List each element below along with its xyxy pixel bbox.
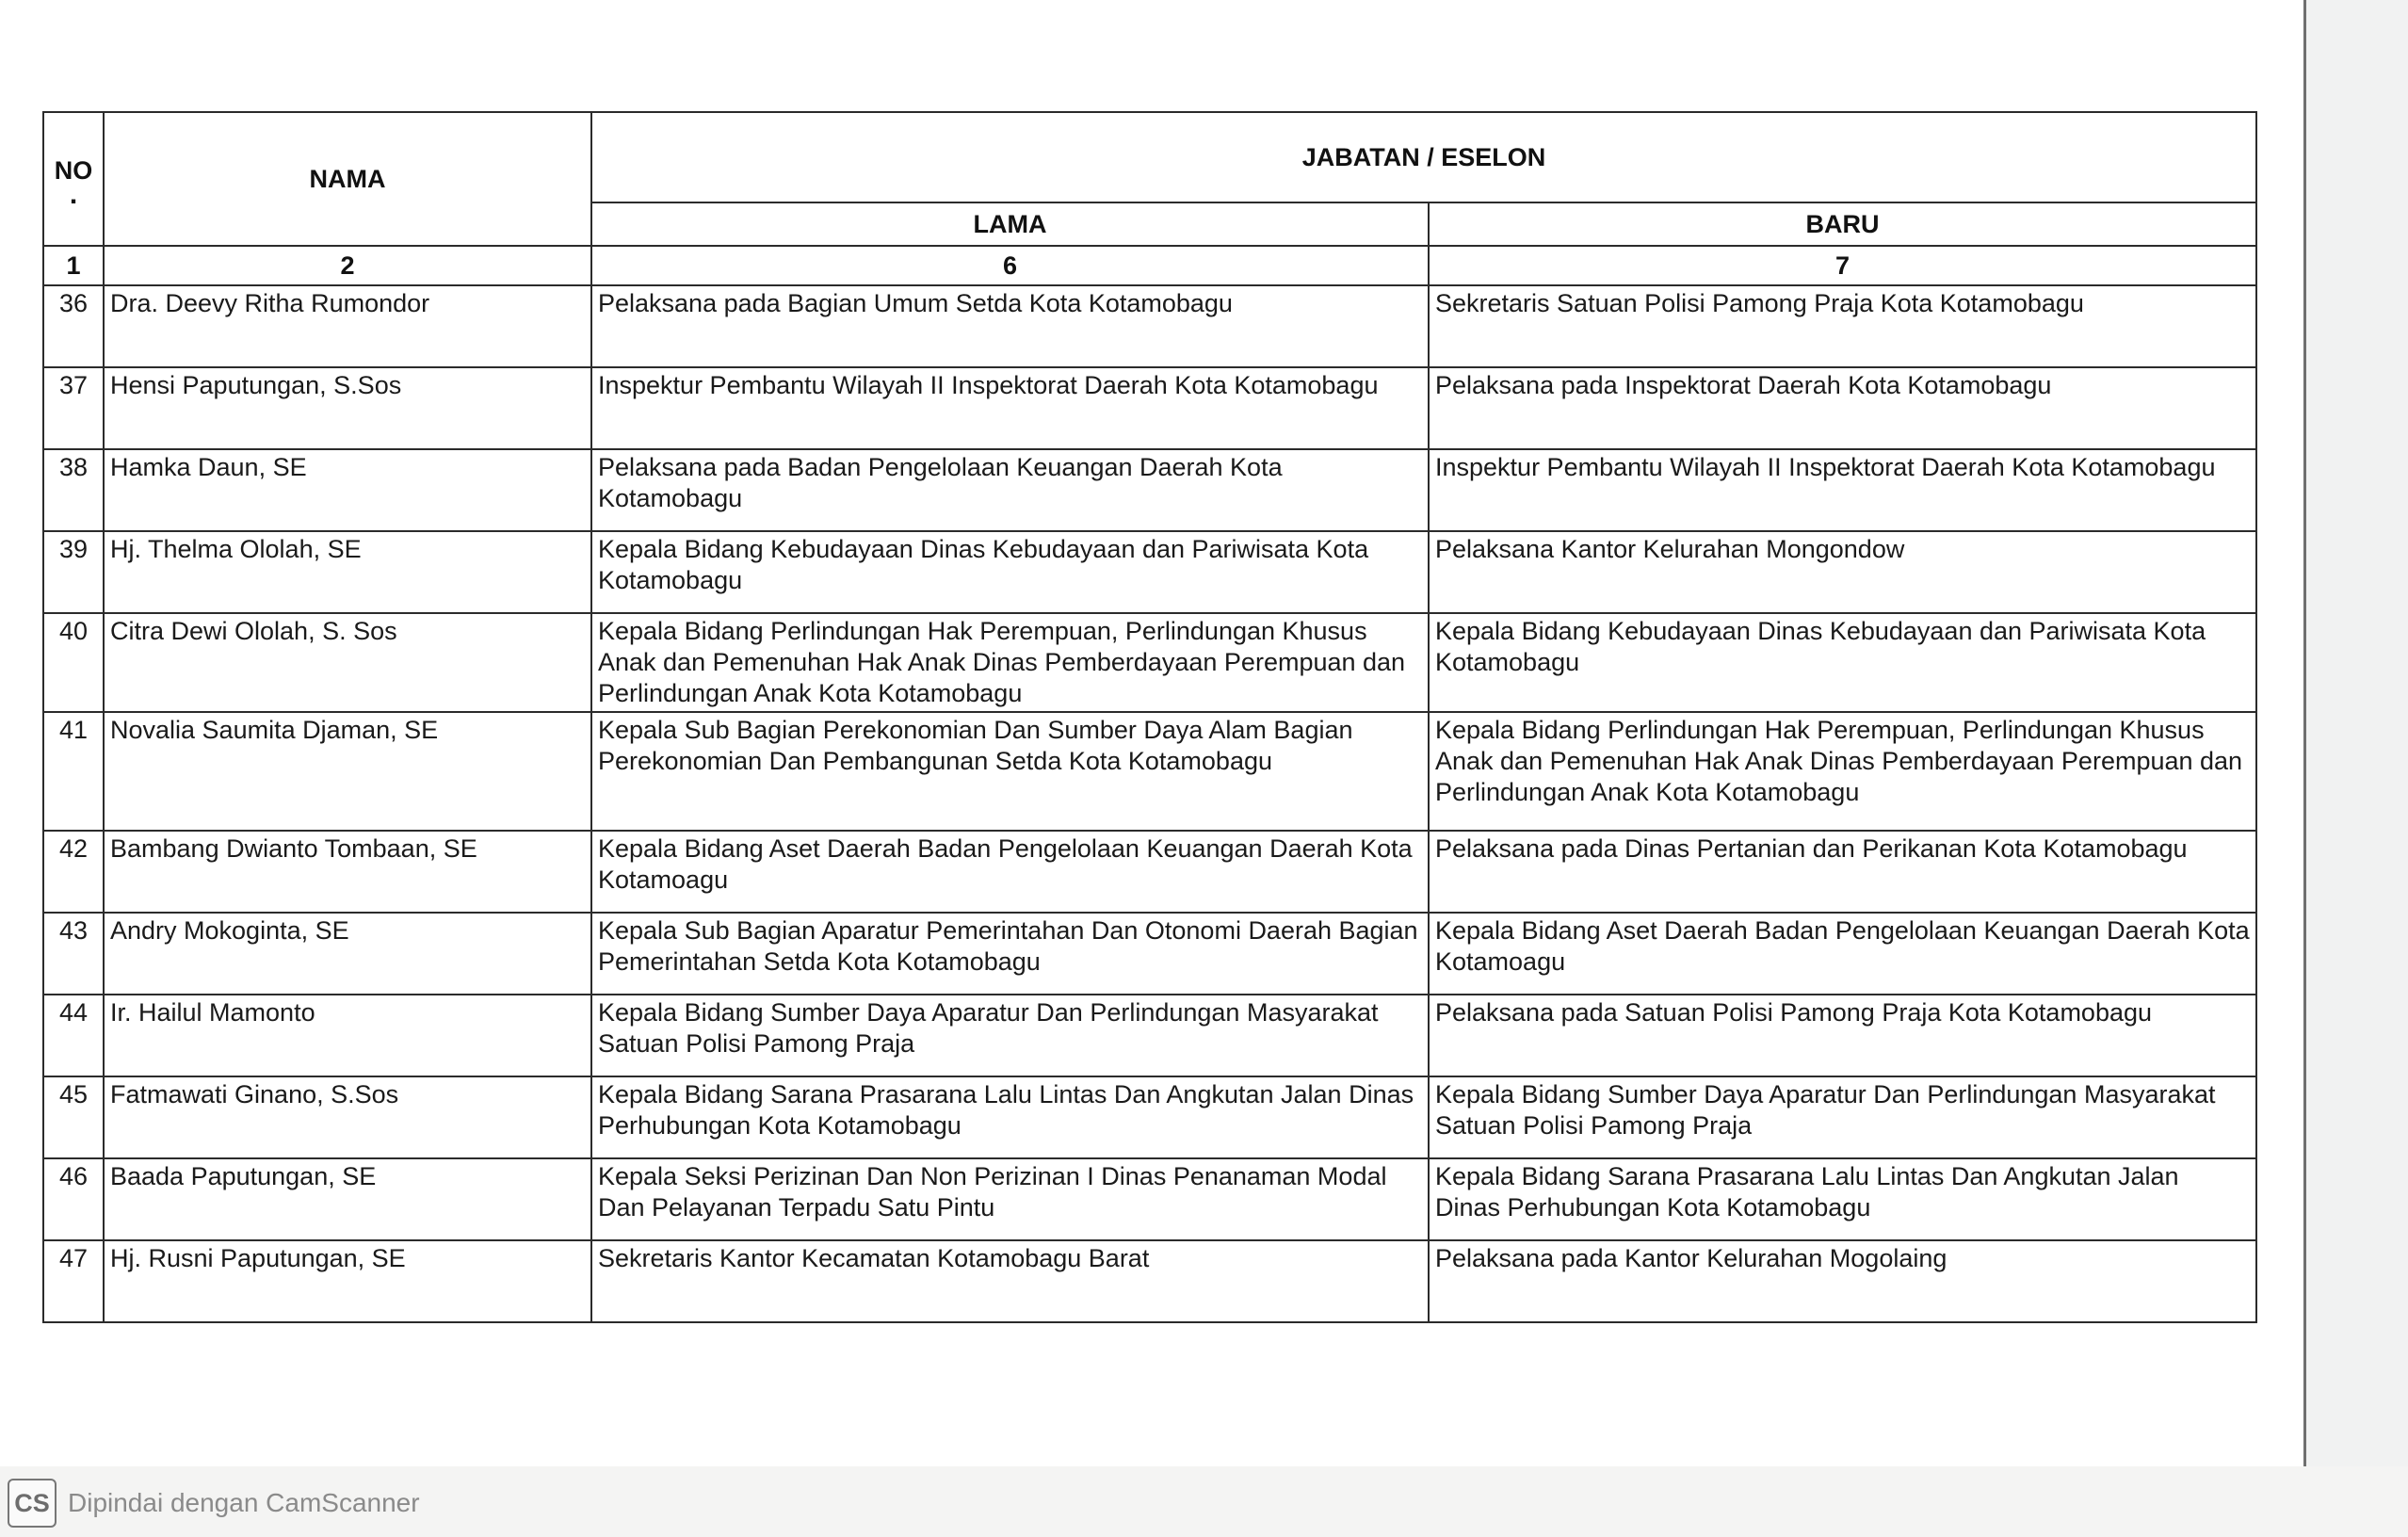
row-nama: Baada Paputungan, SE	[104, 1158, 591, 1240]
row-no: 37	[43, 367, 104, 449]
table-row	[43, 285, 2256, 367]
row-lama: Kepala Bidang Sarana Prasarana Lalu Lintas Dan Angkutan Jalan Dinas Perhubungan Kota Kotamobagu	[591, 1076, 1429, 1158]
row-no: 39	[43, 531, 104, 613]
row-no: 44	[43, 995, 104, 1076]
table-row	[43, 712, 2256, 831]
row-no: 40	[43, 613, 104, 712]
row-baru: Kepala Bidang Kebudayaan Dinas Kebudayaan dan Pariwisata Kota Kotamobagu	[1429, 613, 2256, 712]
row-lama: Pelaksana pada Bagian Umum Setda Kota Kotamobagu	[591, 285, 1429, 367]
camscanner-caption: Dipindai dengan CamScanner	[68, 1488, 420, 1517]
row-baru: Pelaksana pada Dinas Pertanian dan Perikanan Kota Kotamobagu	[1429, 831, 2256, 913]
table-row	[43, 367, 2256, 449]
row-baru: Kepala Bidang Aset Daerah Badan Pengelolaan Keuangan Daerah Kota Kotamoagu	[1429, 913, 2256, 995]
table-header-row	[43, 112, 2256, 202]
scan-background	[2306, 0, 2408, 1466]
camscanner-logo-icon: CS	[8, 1479, 57, 1528]
camscanner-watermark	[8, 1477, 420, 1529]
row-baru: Inspektur Pembantu Wilayah II Inspektorat Daerah Kota Kotamobagu	[1429, 449, 2256, 531]
row-baru: Sekretaris Satuan Polisi Pamong Praja Kota Kotamobagu	[1429, 285, 2256, 367]
header-no-dot: .	[69, 178, 78, 210]
row-baru: Pelaksana pada Satuan Polisi Pamong Praja Kota Kotamobagu	[1429, 995, 2256, 1076]
row-baru: Pelaksana pada Inspektorat Daerah Kota Kotamobagu	[1429, 367, 2256, 449]
header-no	[43, 112, 104, 246]
row-nama: Novalia Saumita Djaman, SE	[104, 712, 591, 831]
row-baru: Kepala Bidang Perlindungan Hak Perempuan, Perlindungan Khusus Anak dan Pemenuhan Hak Anak Dinas Pemberdayaan Perempuan dan Perlindungan Anak Kota Kotamobagu	[1429, 712, 2256, 831]
header-baru: BARU	[1429, 202, 2256, 246]
row-nama: Hj. Rusni Paputungan, SE	[104, 1240, 591, 1322]
index-lama: 6	[591, 246, 1429, 285]
row-no: 43	[43, 913, 104, 995]
row-lama: Kepala Sub Bagian Aparatur Pemerintahan Dan Otonomi Daerah Bagian Pemerintahan Setda Kota Kotamobagu	[591, 913, 1429, 995]
personnel-table	[42, 111, 2257, 1323]
row-no: 46	[43, 1158, 104, 1240]
row-no: 41	[43, 712, 104, 831]
row-nama: Andry Mokoginta, SE	[104, 913, 591, 995]
row-baru: Pelaksana pada Kantor Kelurahan Mogolaing	[1429, 1240, 2256, 1322]
row-lama: Inspektur Pembantu Wilayah II Inspektorat Daerah Kota Kotamobagu	[591, 367, 1429, 449]
row-no: 45	[43, 1076, 104, 1158]
row-no: 47	[43, 1240, 104, 1322]
header-nama: NAMA	[104, 112, 591, 246]
table-row	[43, 831, 2256, 913]
row-nama: Hamka Daun, SE	[104, 449, 591, 531]
table-index-row	[43, 246, 2256, 285]
row-baru: Kepala Bidang Sarana Prasarana Lalu Lintas Dan Angkutan Jalan Dinas Perhubungan Kota Kotamobagu	[1429, 1158, 2256, 1240]
table-row	[43, 995, 2256, 1076]
row-lama: Kepala Seksi Perizinan Dan Non Perizinan I Dinas Penanaman Modal Dan Pelayanan Terpadu Satu Pintu	[591, 1158, 1429, 1240]
row-baru: Kepala Bidang Sumber Daya Aparatur Dan Perlindungan Masyarakat Satuan Polisi Pamong Praja	[1429, 1076, 2256, 1158]
row-nama: Hj. Thelma Ololah, SE	[104, 531, 591, 613]
row-no: 36	[43, 285, 104, 367]
index-no: 1	[43, 246, 104, 285]
table-row	[43, 913, 2256, 995]
row-lama: Kepala Bidang Aset Daerah Badan Pengelolaan Keuangan Daerah Kota Kotamoagu	[591, 831, 1429, 913]
table-row	[43, 531, 2256, 613]
row-nama: Fatmawati Ginano, S.Sos	[104, 1076, 591, 1158]
row-lama: Kepala Bidang Sumber Daya Aparatur Dan Perlindungan Masyarakat Satuan Polisi Pamong Praja	[591, 995, 1429, 1076]
row-lama: Pelaksana pada Badan Pengelolaan Keuangan Daerah Kota Kotamobagu	[591, 449, 1429, 531]
index-baru: 7	[1429, 246, 2256, 285]
row-nama: Citra Dewi Ololah, S. Sos	[104, 613, 591, 712]
row-lama: Kepala Bidang Perlindungan Hak Perempuan, Perlindungan Khusus Anak dan Pemenuhan Hak Anak Dinas Pemberdayaan Perempuan dan Perlindungan Anak Kota Kotamobagu	[591, 613, 1429, 712]
table-row	[43, 449, 2256, 531]
row-nama: Dra. Deevy Ritha Rumondor	[104, 285, 591, 367]
index-nama: 2	[104, 246, 591, 285]
row-nama: Hensi Paputungan, S.Sos	[104, 367, 591, 449]
row-lama: Kepala Sub Bagian Perekonomian Dan Sumber Daya Alam Bagian Perekonomian Dan Pembangunan Setda Kota Kotamobagu	[591, 712, 1429, 831]
row-nama: Bambang Dwianto Tombaan, SE	[104, 831, 591, 913]
row-baru: Pelaksana Kantor Kelurahan Mongondow	[1429, 531, 2256, 613]
table-row	[43, 1076, 2256, 1158]
table-row	[43, 1158, 2256, 1240]
row-no: 38	[43, 449, 104, 531]
table-row	[43, 1240, 2256, 1322]
header-no-label: NO	[54, 155, 93, 185]
header-lama: LAMA	[591, 202, 1429, 246]
row-lama: Kepala Bidang Kebudayaan Dinas Kebudayaan dan Pariwisata Kota Kotamobagu	[591, 531, 1429, 613]
row-lama: Sekretaris Kantor Kecamatan Kotamobagu Barat	[591, 1240, 1429, 1322]
header-jabatan: JABATAN / ESELON	[591, 112, 2256, 202]
row-no: 42	[43, 831, 104, 913]
row-nama: Ir. Hailul Mamonto	[104, 995, 591, 1076]
table-row	[43, 613, 2256, 712]
